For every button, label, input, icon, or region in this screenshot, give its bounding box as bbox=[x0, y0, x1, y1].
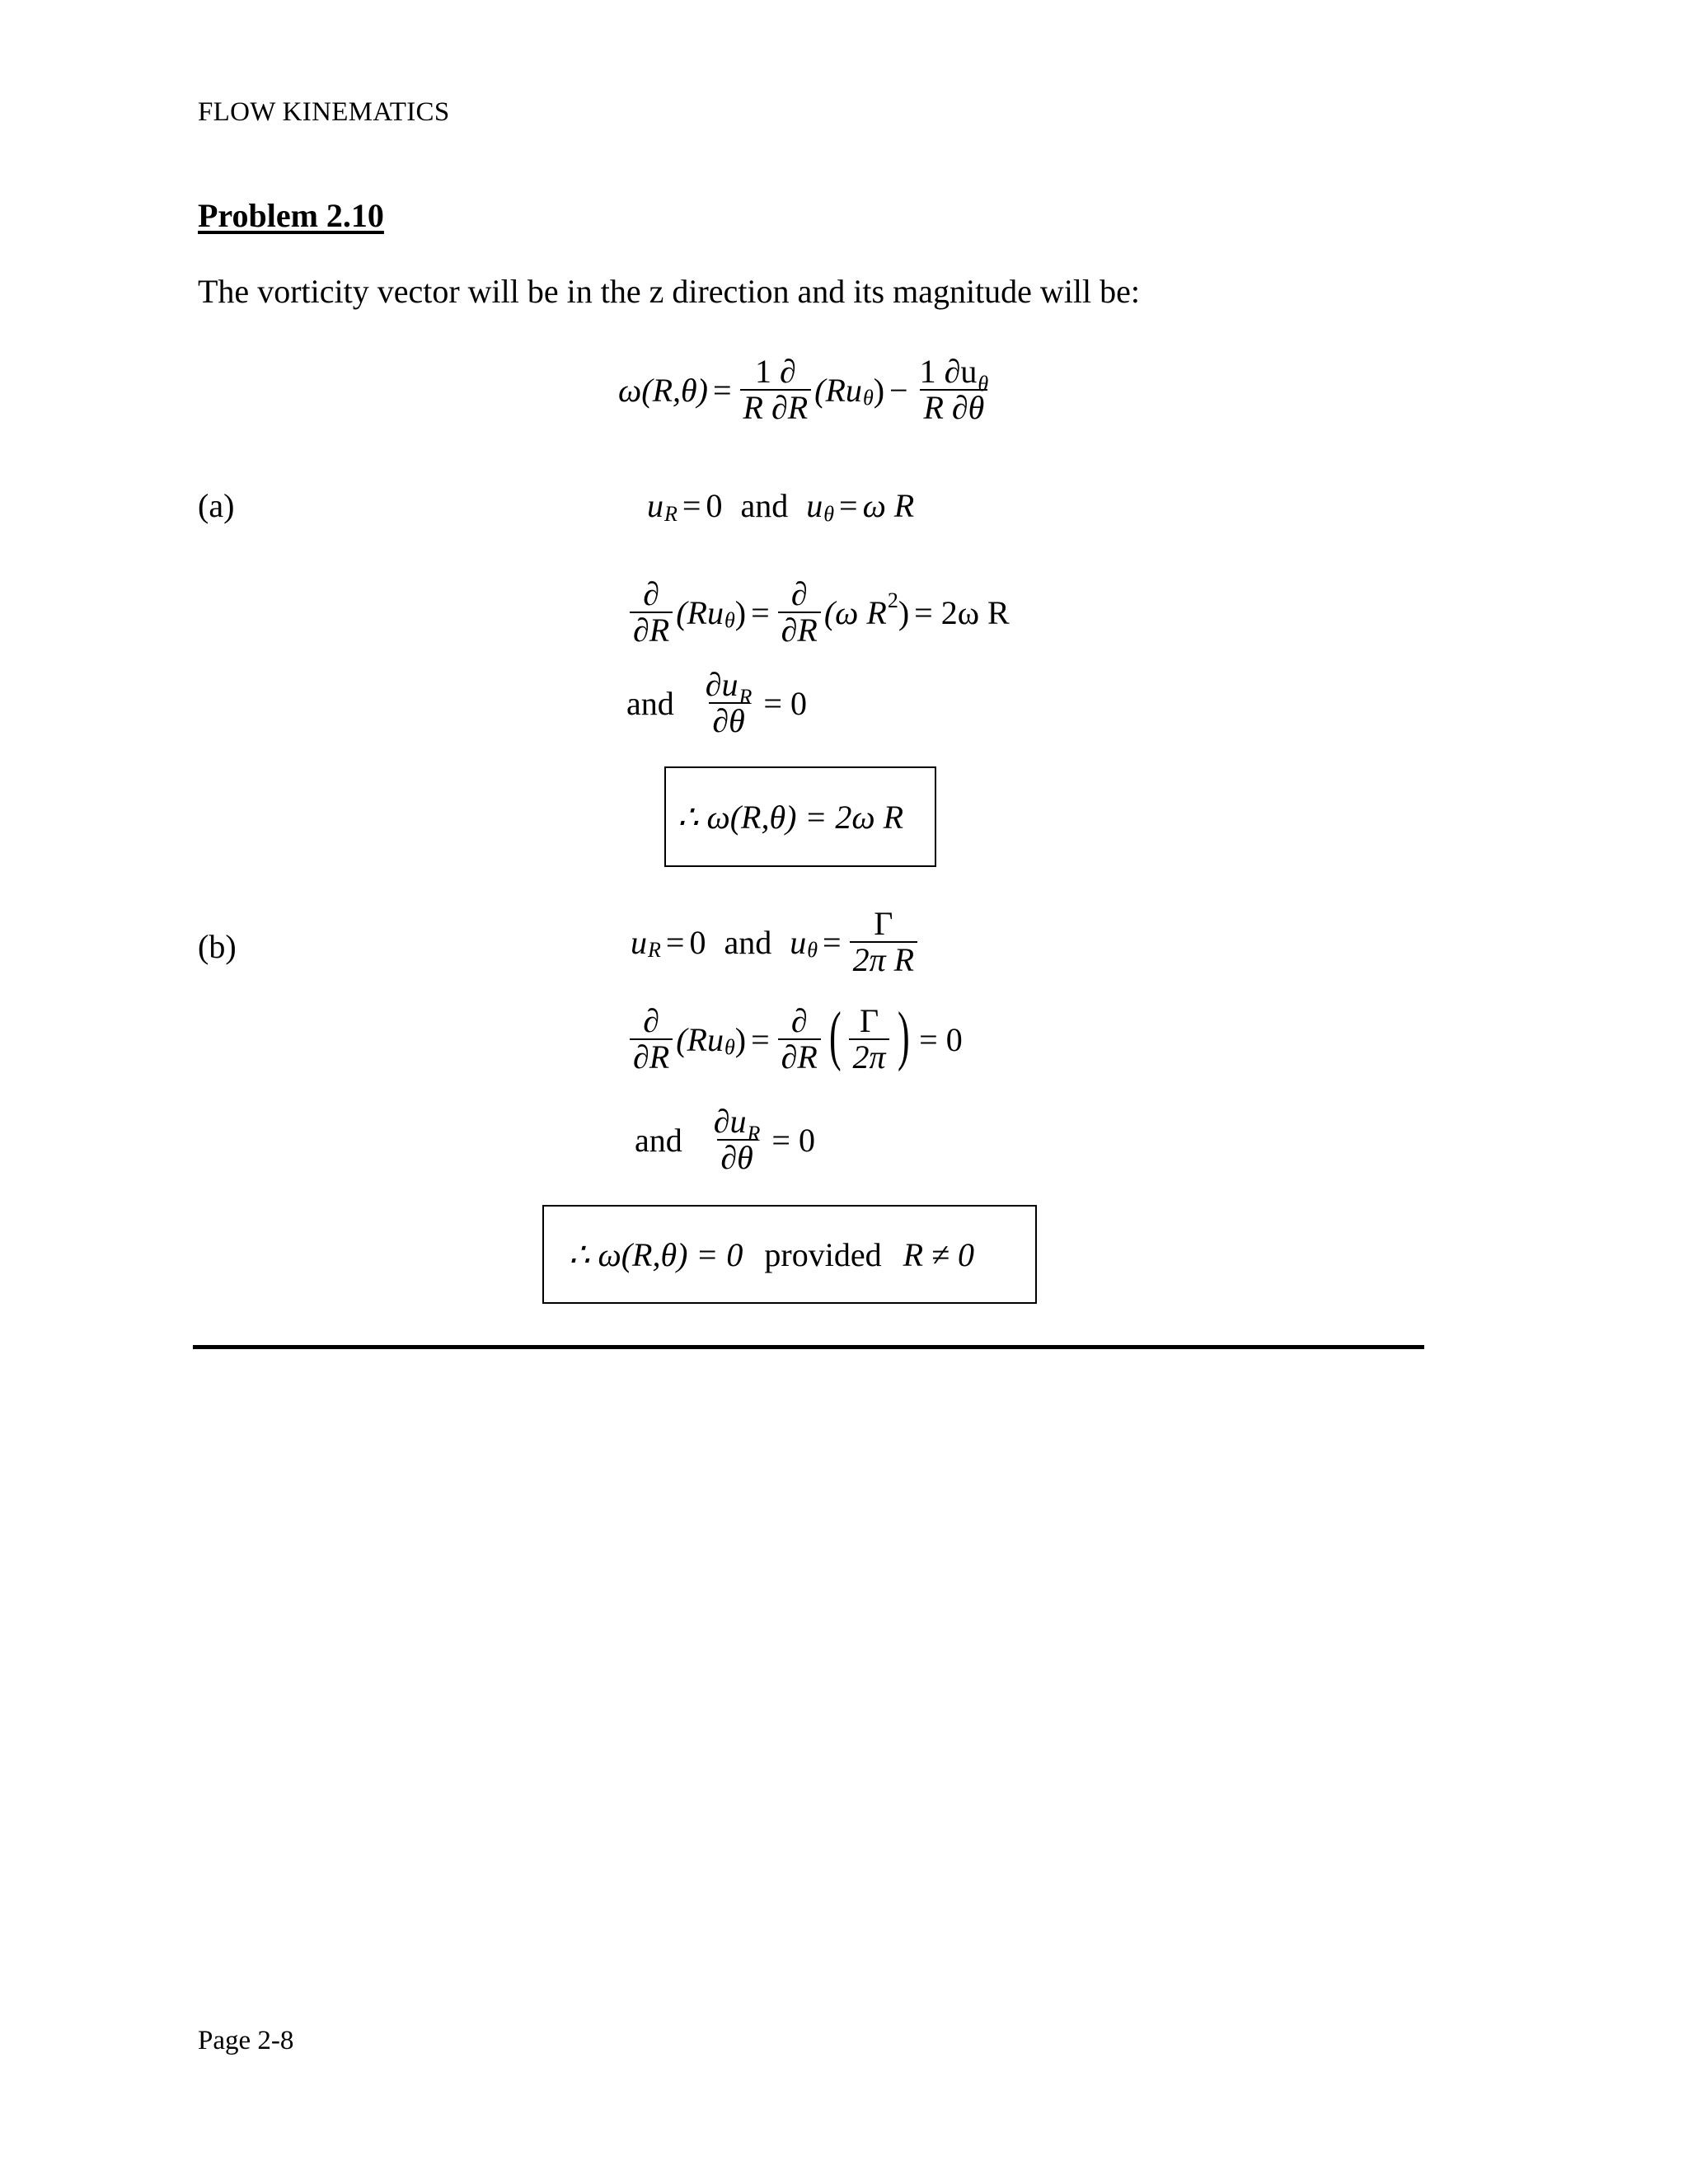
fraction-1-over-R-dR: $\frac{1 \partial}{R \partial R}$ bbox=[740, 354, 812, 425]
part-a-radial-derivative: and $\frac{\partial u_R}{\partial\theta}$ = 0 bbox=[626, 666, 807, 739]
part-b-derivative: $\frac{\partial}{\partial R}$ (Ru θ ) = $\frac{\partial}{\partial R}$ ( $\frac{\Gamma}{2\pi}$ ) = 0 bbox=[626, 1004, 968, 1075]
general-vorticity-equation: ω(R,θ) = $\frac{1 \partial}{R \partial R}$ (Ru θ ) − $\frac{1 \partial u_\theta}{R \partial\theta}$ bbox=[618, 354, 995, 425]
part-b-label: (b) bbox=[198, 928, 237, 965]
part-b-radial-derivative: and $\frac{\partial u_R}{\partial\theta}$ = 0 bbox=[635, 1103, 815, 1176]
part-b-boxed-result: ∴ ω(R,θ) = 0 provided R ≠ 0 bbox=[542, 1205, 1037, 1304]
intro-text: The vorticity vector will be in the z direction and its magnitude will be: bbox=[198, 273, 1141, 310]
page-number: Page 2-8 bbox=[198, 2026, 294, 2055]
running-header: FLOW KINEMATICS bbox=[198, 97, 450, 127]
part-b-velocity-field: u R = 0 and u θ = $\frac{\Gamma}{\text{2π R}}$ bbox=[631, 907, 921, 977]
fraction-1-over-R-dtheta: $\frac{1 \partial u_\theta}{R \partial\theta}$ bbox=[919, 353, 989, 426]
part-a-label: (a) bbox=[198, 487, 235, 524]
part-a-boxed-result: ∴ ω(R,θ) = 2ω R bbox=[664, 766, 936, 867]
part-a-velocity-field: u R = 0 and u θ = ω R bbox=[647, 487, 915, 526]
omega-lhs: ω(R,θ) bbox=[618, 371, 708, 409]
problem-title: Problem 2.10 bbox=[198, 197, 384, 234]
section-divider bbox=[193, 1345, 1424, 1349]
part-a-derivative: $\frac{\partial}{\partial R}$ (Ru θ ) = $\frac{\partial}{\partial R}$ (ω R 2 ) = 2ω R bbox=[626, 577, 1015, 648]
